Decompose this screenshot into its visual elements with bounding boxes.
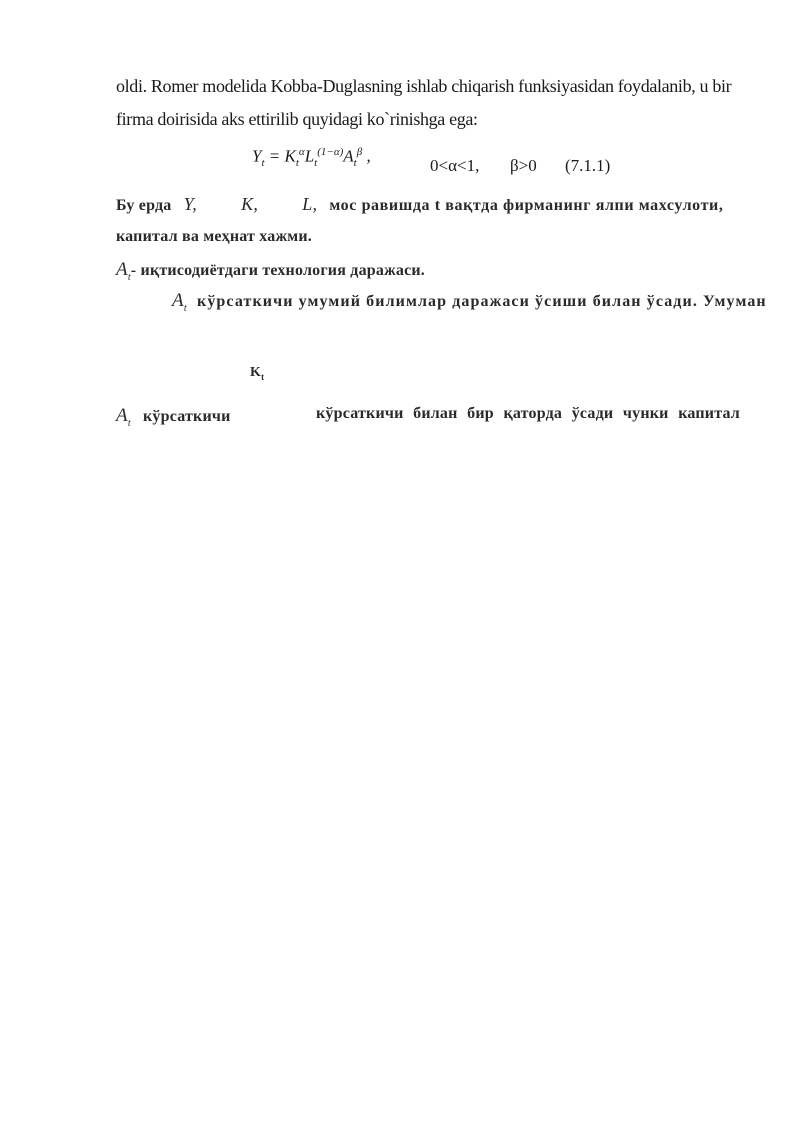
formula-K-sub: t [295,157,299,170]
formula-Y-sub: t [261,157,265,170]
formula-A-sub: t [353,157,357,170]
formula-L-exp: (1−α) [317,146,344,158]
formula-equals: = [264,146,285,166]
formula-Y: Y [252,146,262,166]
paragraph-line-2: firma doirisida aks ettirilib quyidagi ko`rinishga ega: [116,109,478,129]
formula-expression [252,146,371,169]
cyrillic-line-3 [116,194,740,215]
var-K: K, [241,194,259,214]
cyrillic-line-5 [116,259,425,283]
var-L: L, [302,194,318,214]
cyrillic-line-6 [172,290,767,314]
line6-text: кўрсаткичи умумий билимлар даражаси ўсиши билан ўсади. Умуман [197,293,767,310]
formula-L: L [304,146,315,166]
formula-L-sub: t [314,157,318,170]
formula-A: A [343,146,354,166]
formula-condition-alpha: 0<α<1, [430,156,480,175]
formula-K-exp: α [298,146,305,158]
formula-A-exp: β [356,146,363,158]
formula-comma: , [362,146,371,166]
line8-word1: кўрсаткичи [143,408,231,425]
line3-end: мос равишда t вақтда фирманинг ялпи махсулоти, [329,197,724,214]
paragraph-line-1: oldi. Romer modelida Kobba-Duglasning ishlab chiqarish funksiyasidan foydalanib, u bir [116,76,732,96]
formula-K: K [284,146,296,166]
cyrillic-line-7: $K_t$ [250,365,265,382]
formula-condition-beta: β>0 [510,156,537,175]
formula-number: (7.1.1) [565,156,611,175]
line5-end: - иқтисодиётдаги технология даражаси. [130,262,426,279]
var-Y: Y, [183,194,197,214]
line8-rest: кўрсаткичи билан бир қаторда ўсади чунки капитал [316,405,740,422]
cyrillic-line-4: капитал ва меҳнат хажми. [116,228,312,245]
line3-start: Бу ерда [116,197,172,214]
cyrillic-line-8 [116,405,740,429]
var-A-line8: $A_t$ [116,405,131,429]
var-A-line6: $A_t$ [172,290,187,314]
var-A-line5: $A_t$ [116,259,131,283]
